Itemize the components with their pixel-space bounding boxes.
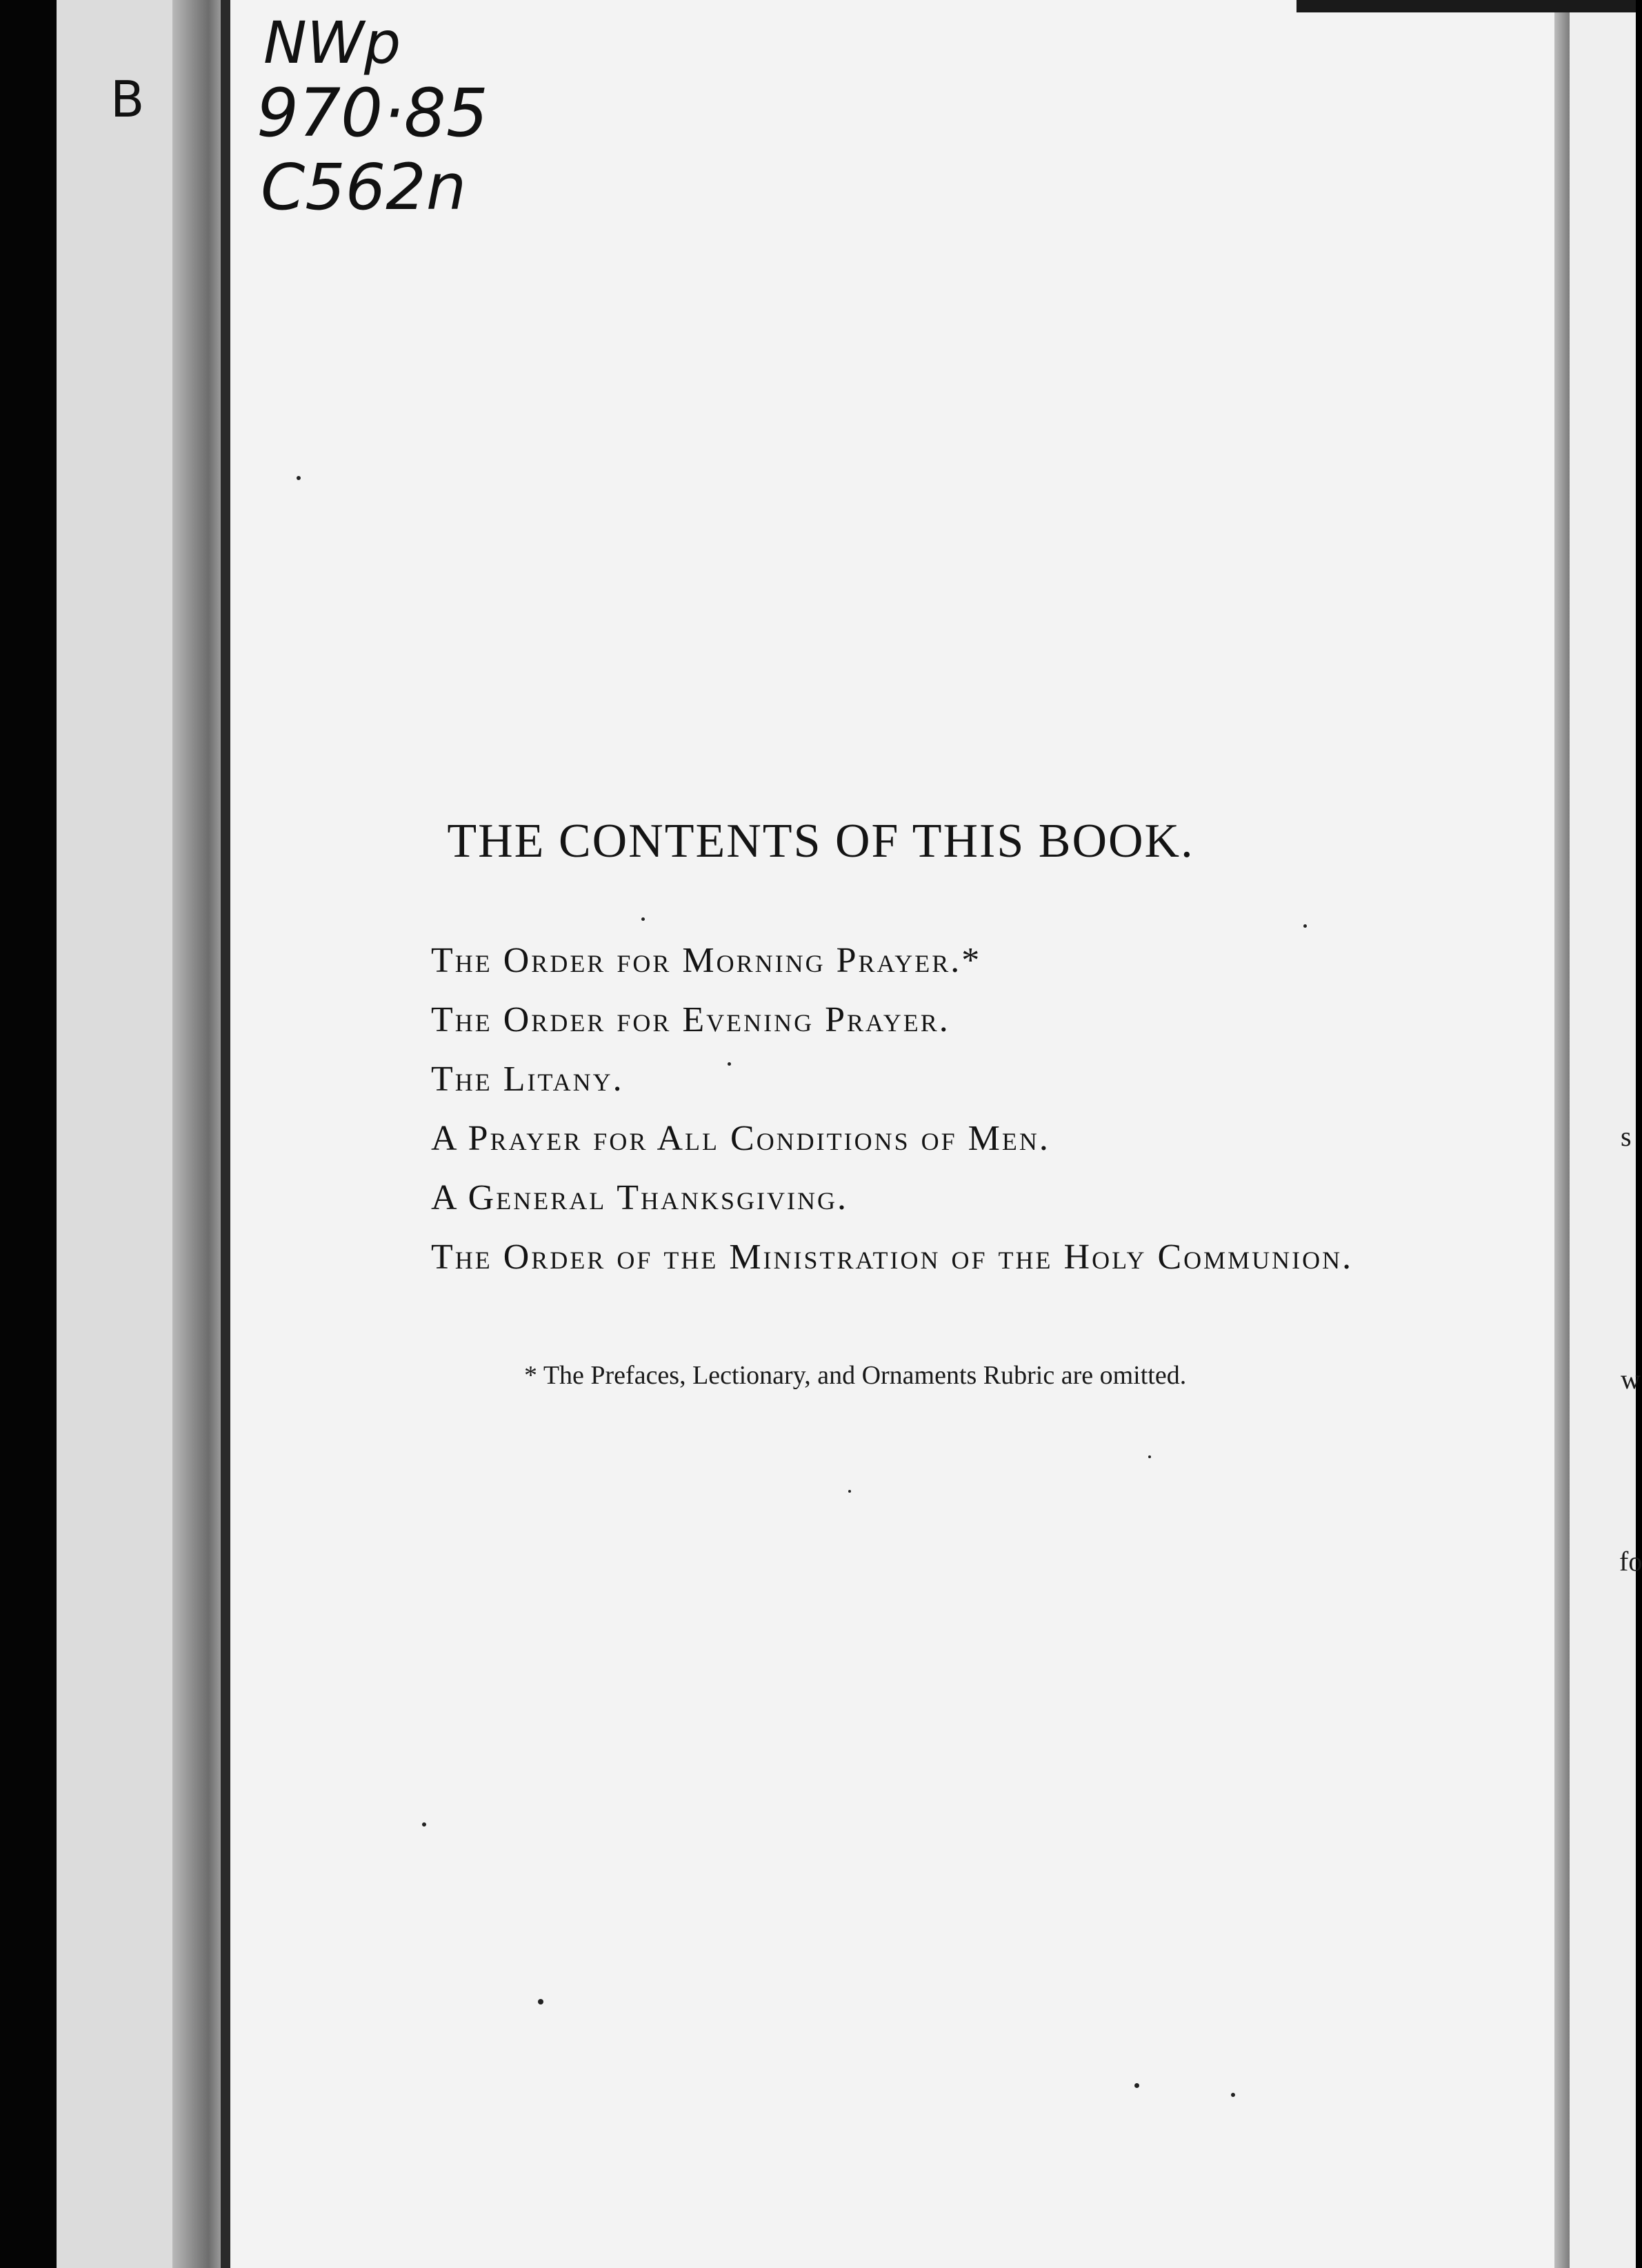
handwritten-letter: B	[110, 70, 145, 128]
contents-item-litany: The Litany.	[431, 1060, 624, 1099]
scan-speck	[728, 1062, 731, 1066]
scan-speck	[538, 1999, 543, 2005]
scan-speck	[297, 476, 301, 480]
handwritten-call-number-line-2: 970·85	[257, 74, 488, 152]
scan-left-border	[0, 0, 57, 2268]
scan-speck	[1231, 2093, 1235, 2097]
handwritten-call-number-line-1: NWp	[263, 9, 401, 77]
footnote: * The Prefaces, Lectionary, and Ornaments Rubric are omitted.	[524, 1361, 1187, 1390]
page-title: THE CONTENTS OF THIS BOOK.	[447, 815, 1194, 868]
facing-page-text-fragment: fo	[1619, 1546, 1642, 1577]
facing-page-text-fragment: s	[1621, 1121, 1632, 1152]
contents-item-prayer-for-all-conditions: A Prayer for All Conditions of Men.	[431, 1119, 1050, 1158]
handwritten-call-number-line-3: C562n	[261, 150, 467, 224]
facing-page-text-fragment: w	[1621, 1364, 1641, 1395]
binding-edge	[221, 0, 230, 2268]
contents-item-morning-prayer: The Order for Morning Prayer.*	[431, 941, 982, 980]
contents-item-general-thanksgiving: A General Thanksgiving.	[431, 1178, 849, 1217]
binding-shadow	[172, 0, 221, 2268]
scan-speck	[848, 1490, 851, 1493]
scan-speck	[1148, 1455, 1151, 1458]
contents-item-evening-prayer: The Order for Evening Prayer.	[431, 1000, 950, 1040]
cover-board	[57, 0, 172, 2268]
scan-speck	[1134, 2083, 1139, 2088]
contents-list	[431, 931, 1353, 1287]
page-gutter-shadow	[1554, 0, 1570, 2268]
scan-speck	[422, 1822, 426, 1827]
scan-speck	[641, 917, 645, 921]
scan-top-border	[1296, 0, 1636, 12]
scan-speck	[1303, 924, 1307, 928]
contents-item-holy-communion: The Order of the Ministration of the Holy Communion.	[431, 1237, 1354, 1277]
